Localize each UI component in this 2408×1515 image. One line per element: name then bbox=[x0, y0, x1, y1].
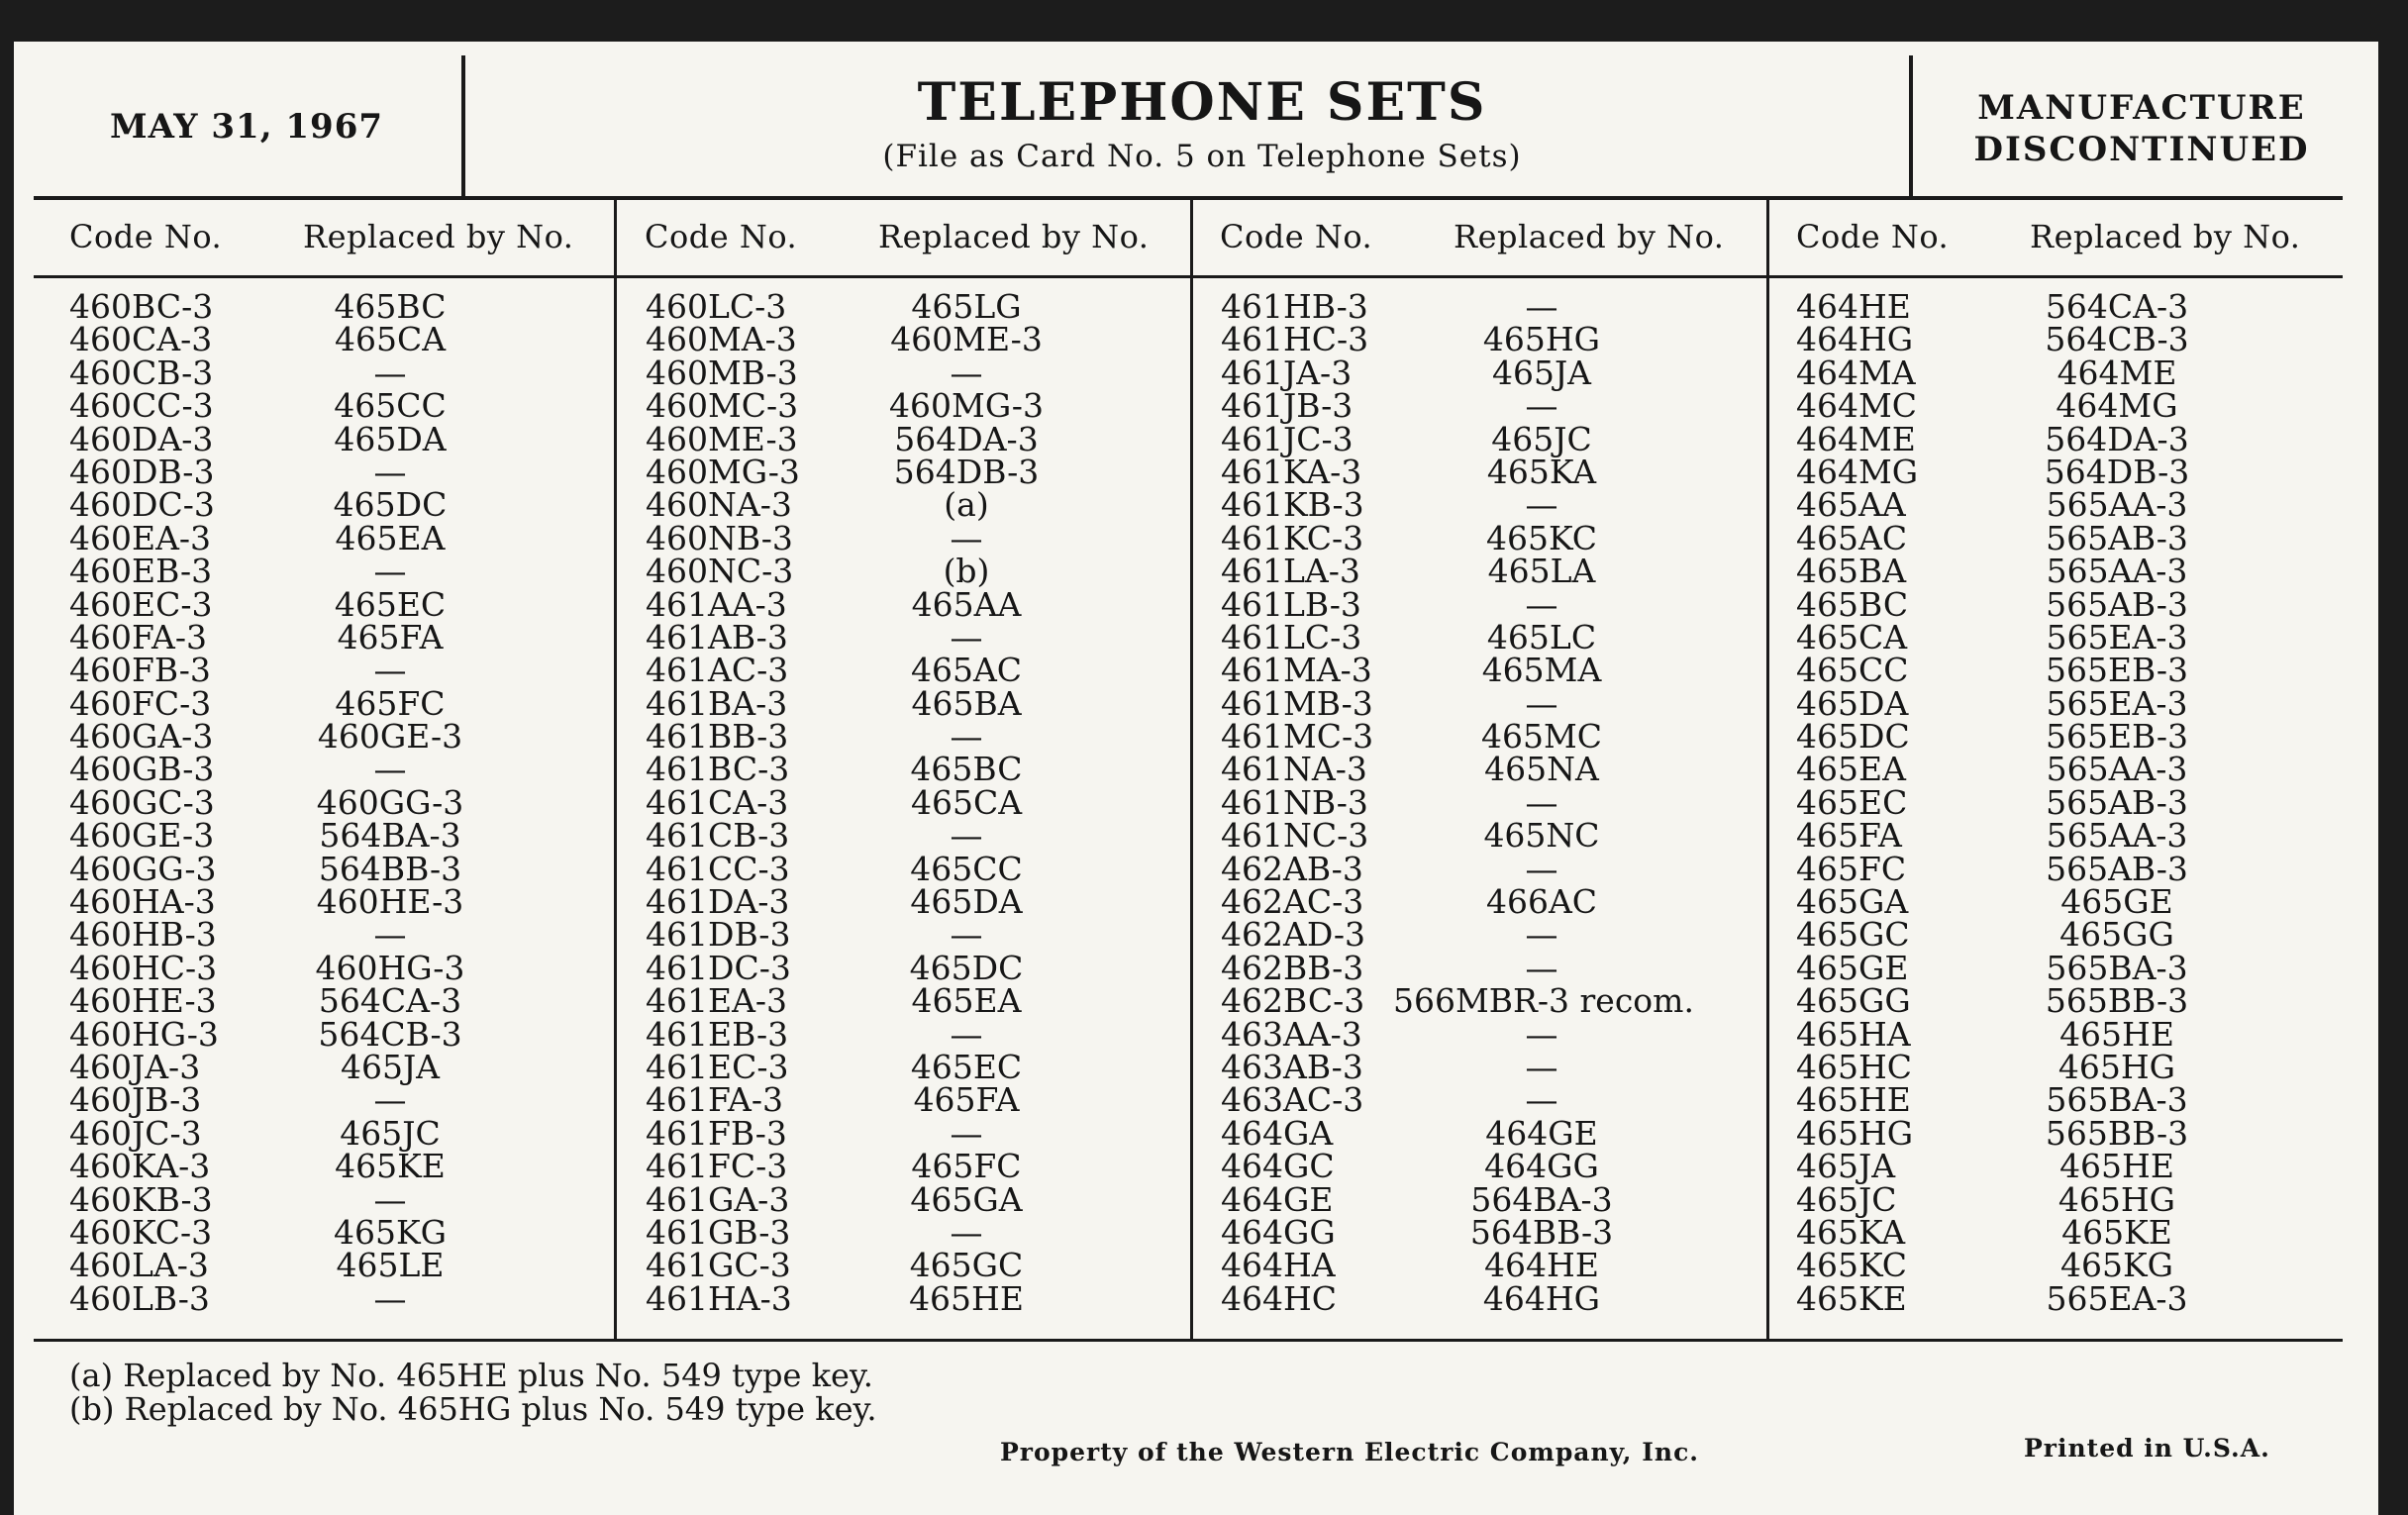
code-number: 460EC-3 bbox=[69, 584, 213, 624]
code-number: 461FA-3 bbox=[646, 1080, 783, 1120]
code-number: 461BA-3 bbox=[646, 683, 788, 723]
code-number: 460FA-3 bbox=[69, 617, 207, 656]
replaced-by-number: 465JC bbox=[340, 1113, 441, 1153]
replaced-by-number: 565AB-3 bbox=[2046, 518, 2188, 557]
replaced-by-number: 565AB-3 bbox=[2046, 782, 2188, 822]
code-number: 460MB-3 bbox=[646, 353, 798, 392]
replaced-by-number: 460GG-3 bbox=[316, 782, 464, 822]
code-number: 465FA bbox=[1796, 816, 1902, 856]
code-number: 464GA bbox=[1221, 1113, 1334, 1153]
replaced-by-number: — bbox=[373, 750, 407, 789]
code-number: 461HC-3 bbox=[1221, 320, 1369, 359]
code-number: 465HG bbox=[1796, 1113, 1914, 1153]
code-number: 461AC-3 bbox=[646, 651, 789, 690]
replaced-by-number: 565AA-3 bbox=[2046, 750, 2188, 789]
code-number: 464MC bbox=[1796, 386, 1918, 426]
code-number: 462AC-3 bbox=[1221, 882, 1364, 922]
replaced-by-number: 465DA bbox=[334, 419, 447, 458]
code-number: 465GE bbox=[1796, 948, 1909, 987]
code-number: 460KC-3 bbox=[69, 1212, 213, 1252]
code-number: 460JA-3 bbox=[69, 1047, 201, 1086]
header-code-no: Code No. bbox=[645, 218, 798, 255]
replaced-by-number: 566MBR-3 recom. bbox=[1393, 981, 1694, 1021]
replaced-by-number: 465FA bbox=[337, 617, 444, 656]
card-subtitle: (File as Card No. 5 on Telephone Sets) bbox=[882, 139, 1522, 174]
replaced-by-number: 465BC bbox=[334, 287, 447, 326]
header-replaced-by: Replaced by No. bbox=[878, 218, 1150, 255]
replaced-by-number: 465MA bbox=[1481, 651, 1602, 690]
code-number: 465FC bbox=[1796, 849, 1907, 888]
replaced-by-number: 465EC bbox=[910, 1047, 1023, 1086]
code-number: 461BC-3 bbox=[646, 750, 790, 789]
code-number: 460LA-3 bbox=[69, 1246, 209, 1285]
code-number: 460GG-3 bbox=[69, 849, 217, 888]
code-number: 460MG-3 bbox=[646, 452, 800, 491]
printed-notice: Printed in U.S.A. bbox=[2024, 1434, 2270, 1463]
replaced-by-number: — bbox=[950, 915, 983, 955]
replaced-by-number: 465AA bbox=[911, 584, 1022, 624]
code-number: 461BB-3 bbox=[646, 717, 789, 757]
code-number: 461JC-3 bbox=[1221, 419, 1354, 458]
code-number: 461EA-3 bbox=[646, 981, 788, 1021]
code-number: 461EC-3 bbox=[646, 1047, 789, 1086]
replaced-by-number: — bbox=[950, 1113, 983, 1153]
footnotes bbox=[69, 1359, 877, 1426]
replaced-by-number: — bbox=[950, 617, 983, 656]
replaced-by-number: 465GE bbox=[2060, 882, 2173, 922]
code-number: 461NA-3 bbox=[1221, 750, 1367, 789]
code-number: 461HA-3 bbox=[646, 1278, 792, 1318]
replaced-by-number: 464HG bbox=[1482, 1278, 1601, 1318]
replaced-by-number: — bbox=[1525, 1014, 1558, 1054]
code-number: 460GB-3 bbox=[69, 750, 215, 789]
replaced-by-number: 565EA-3 bbox=[2046, 683, 2188, 723]
code-number: 460MA-3 bbox=[646, 320, 797, 359]
replaced-by-number: 464MG bbox=[2056, 386, 2178, 426]
replaced-by-number: 465HG bbox=[2057, 1179, 2176, 1219]
header-code-no: Code No. bbox=[1796, 218, 1950, 255]
code-number: 460HG-3 bbox=[69, 1014, 219, 1054]
code-number: 461FB-3 bbox=[646, 1113, 787, 1153]
column-divider-2 bbox=[1190, 198, 1193, 1341]
replaced-by-number: 465GA bbox=[910, 1179, 1023, 1219]
footnote-b: (b) Replaced by No. 465HG plus No. 549 type key. bbox=[69, 1390, 877, 1428]
code-number: 460GC-3 bbox=[69, 782, 215, 822]
replaced-by-number: — bbox=[1525, 584, 1558, 624]
replaced-by-number: 465JA bbox=[1491, 353, 1592, 392]
replaced-by-number: 465HE bbox=[2059, 1014, 2174, 1054]
replaced-by-number: — bbox=[373, 651, 407, 690]
replaced-by-number: 465FC bbox=[335, 683, 446, 723]
code-number: 461AA-3 bbox=[646, 584, 787, 624]
code-number: 460HA-3 bbox=[69, 882, 216, 922]
replaced-by-number: — bbox=[1525, 948, 1558, 987]
replaced-by-number: 465KE bbox=[335, 1147, 446, 1186]
code-number: 464HE bbox=[1796, 287, 1911, 326]
code-number: 460HC-3 bbox=[69, 948, 218, 987]
replaced-by-number: 460HE-3 bbox=[316, 882, 464, 922]
replaced-by-number: 465NA bbox=[1484, 750, 1599, 789]
replaced-by-number: 564DB-3 bbox=[893, 452, 1040, 491]
code-number: 464GC bbox=[1221, 1147, 1335, 1186]
replaced-by-number: 465HE bbox=[2059, 1147, 2174, 1186]
replaced-by-number: 565AB-3 bbox=[2046, 584, 2188, 624]
replaced-by-number: 465AC bbox=[910, 651, 1023, 690]
code-number: 460KB-3 bbox=[69, 1179, 213, 1219]
code-number: 465DC bbox=[1796, 717, 1910, 757]
code-number: 465JC bbox=[1796, 1179, 1897, 1219]
code-number: 465CC bbox=[1796, 651, 1909, 690]
code-number: 461LA-3 bbox=[1221, 552, 1360, 591]
code-number: 460NB-3 bbox=[646, 518, 793, 557]
replaced-by-number: — bbox=[950, 353, 983, 392]
code-number: 461HB-3 bbox=[1221, 287, 1368, 326]
code-number: 460LC-3 bbox=[646, 287, 787, 326]
code-number: 461KC-3 bbox=[1221, 518, 1364, 557]
replaced-by-number: 564CB-3 bbox=[318, 1014, 462, 1054]
code-number: 465EA bbox=[1796, 750, 1906, 789]
code-number: 465KA bbox=[1796, 1212, 1906, 1252]
replaced-by-number: 465DA bbox=[910, 882, 1023, 922]
code-number: 465GA bbox=[1796, 882, 1909, 922]
code-number: 465CA bbox=[1796, 617, 1908, 656]
code-number: 460CA-3 bbox=[69, 320, 213, 359]
replaced-by-number: 460ME-3 bbox=[890, 320, 1043, 359]
column-divider-1 bbox=[614, 198, 617, 1341]
replaced-by-number: 565AB-3 bbox=[2046, 849, 2188, 888]
title-block bbox=[479, 71, 1925, 178]
replaced-by-number: 465EA bbox=[911, 981, 1022, 1021]
replaced-by-number: — bbox=[1525, 915, 1558, 955]
replaced-by-number: 565BA-3 bbox=[2046, 948, 2188, 987]
replaced-by-number: 564CA-3 bbox=[318, 981, 462, 1021]
header-code-no: Code No. bbox=[69, 218, 223, 255]
replaced-by-number: (a) bbox=[944, 485, 989, 525]
replaced-by-number: 565AA-3 bbox=[2046, 552, 2188, 591]
header-replaced-by: Replaced by No. bbox=[2030, 218, 2301, 255]
code-number: 461EB-3 bbox=[646, 1014, 789, 1054]
code-number: 464HG bbox=[1796, 320, 1914, 359]
code-number: 461KB-3 bbox=[1221, 485, 1364, 525]
code-number: 465HC bbox=[1796, 1047, 1913, 1086]
code-number: 461MC-3 bbox=[1221, 717, 1374, 757]
code-number: 461LC-3 bbox=[1221, 617, 1362, 656]
header-divider-left bbox=[461, 55, 465, 198]
code-number: 464GE bbox=[1221, 1179, 1334, 1219]
replaced-by-number: — bbox=[373, 353, 407, 392]
code-number: 460GA-3 bbox=[69, 717, 214, 757]
code-number: 461MB-3 bbox=[1221, 683, 1373, 723]
replaced-by-number: 465BA bbox=[911, 683, 1022, 723]
header-code-no: Code No. bbox=[1220, 218, 1373, 255]
code-number: 460JC-3 bbox=[69, 1113, 202, 1153]
replaced-by-number: 465CC bbox=[334, 386, 447, 426]
code-number: 460NA-3 bbox=[646, 485, 792, 525]
code-number: 461LB-3 bbox=[1221, 584, 1361, 624]
replaced-by-number: 465CC bbox=[910, 849, 1023, 888]
code-number: 460GE-3 bbox=[69, 816, 215, 856]
replaced-by-number: 565AA-3 bbox=[2046, 816, 2188, 856]
code-number: 464HA bbox=[1221, 1246, 1336, 1285]
header-bottom-rule bbox=[34, 196, 2343, 200]
property-notice: Property of the Western Electric Company, Inc. bbox=[1000, 1438, 1700, 1466]
code-number: 465HE bbox=[1796, 1080, 1911, 1120]
replaced-by-number: 465JA bbox=[340, 1047, 441, 1086]
code-number: 465KE bbox=[1796, 1278, 1907, 1318]
replaced-by-number: 565EA-3 bbox=[2046, 617, 2188, 656]
code-number: 465AC bbox=[1796, 518, 1908, 557]
code-number: 464MG bbox=[1796, 452, 1919, 491]
header-divider-right bbox=[1909, 55, 1913, 198]
code-number: 461AB-3 bbox=[646, 617, 788, 656]
replaced-by-number: — bbox=[373, 1278, 407, 1318]
replaced-by-number: 565BB-3 bbox=[2045, 981, 2189, 1021]
code-number: 465EC bbox=[1796, 782, 1908, 822]
code-number: 460EB-3 bbox=[69, 552, 213, 591]
replaced-by-number: 565AA-3 bbox=[2046, 485, 2188, 525]
code-number: 461GB-3 bbox=[646, 1212, 791, 1252]
replaced-by-number: 465HE bbox=[909, 1278, 1024, 1318]
code-number: 465KC bbox=[1796, 1246, 1908, 1285]
code-number: 461NC-3 bbox=[1221, 816, 1369, 856]
code-number: 464MA bbox=[1796, 353, 1916, 392]
replaced-by-number: 465JC bbox=[1491, 419, 1592, 458]
code-number: 460KA-3 bbox=[69, 1147, 211, 1186]
replaced-by-number: 465DC bbox=[909, 948, 1024, 987]
code-number: 460FC-3 bbox=[69, 683, 212, 723]
replaced-by-number: 465LE bbox=[336, 1246, 445, 1285]
replaced-by-number: 465MC bbox=[1480, 717, 1603, 757]
header-replaced-by: Replaced by No. bbox=[1454, 218, 1725, 255]
replaced-by-number: 465KG bbox=[2059, 1246, 2173, 1285]
replaced-by-number: — bbox=[373, 915, 407, 955]
replaced-by-number: — bbox=[1525, 849, 1558, 888]
code-number: 465BA bbox=[1796, 552, 1907, 591]
code-number: 460CB-3 bbox=[69, 353, 214, 392]
replaced-by-number: 465EC bbox=[334, 584, 447, 624]
replaced-by-number: — bbox=[373, 1179, 407, 1219]
replaced-by-number: — bbox=[373, 1080, 407, 1120]
replaced-by-number: 465DC bbox=[333, 485, 448, 525]
replaced-by-number: 564BA-3 bbox=[1470, 1179, 1613, 1219]
status-block bbox=[1929, 87, 2355, 170]
replaced-by-number: 466AC bbox=[1485, 882, 1598, 922]
code-number: 461JB-3 bbox=[1221, 386, 1354, 426]
code-number: 465DA bbox=[1796, 683, 1909, 723]
header-replaced-by: Replaced by No. bbox=[303, 218, 574, 255]
code-number: 463AA-3 bbox=[1221, 1014, 1362, 1054]
replaced-by-number: 465FC bbox=[911, 1147, 1022, 1186]
code-number: 461GC-3 bbox=[646, 1246, 791, 1285]
replaced-by-number: 465LC bbox=[1486, 617, 1597, 656]
code-number: 462AB-3 bbox=[1221, 849, 1363, 888]
replaced-by-number: — bbox=[1525, 1080, 1558, 1120]
code-number: 460DA-3 bbox=[69, 419, 214, 458]
code-number: 460NC-3 bbox=[646, 552, 794, 591]
replaced-by-number: — bbox=[373, 552, 407, 591]
code-number: 463AB-3 bbox=[1221, 1047, 1363, 1086]
replaced-by-number: 565EA-3 bbox=[2046, 1278, 2188, 1318]
code-number: 464ME bbox=[1796, 419, 1916, 458]
replaced-by-number: 564CA-3 bbox=[2045, 287, 2189, 326]
replaced-by-number: 465HG bbox=[2057, 1047, 2176, 1086]
replaced-by-number: 565BA-3 bbox=[2046, 1080, 2188, 1120]
code-number: 461CA-3 bbox=[646, 782, 789, 822]
replaced-by-number: — bbox=[1525, 287, 1558, 326]
code-number: 461NB-3 bbox=[1221, 782, 1368, 822]
replaced-by-number: 464ME bbox=[2057, 353, 2177, 392]
replaced-by-number: 465LG bbox=[911, 287, 1022, 326]
replaced-by-number: 464GE bbox=[1485, 1113, 1598, 1153]
replaced-by-number: 465NC bbox=[1483, 816, 1600, 856]
replaced-by-number: 564BB-3 bbox=[1469, 1212, 1614, 1252]
status-line-2: DISCONTINUED bbox=[1973, 130, 2310, 169]
catalog-card bbox=[14, 42, 2378, 1515]
code-number: 461CB-3 bbox=[646, 816, 790, 856]
replaced-by-number: — bbox=[950, 717, 983, 757]
code-number: 462AD-3 bbox=[1221, 915, 1366, 955]
replaced-by-number: 564BA-3 bbox=[319, 816, 461, 856]
replaced-by-number: 564DA-3 bbox=[2045, 419, 2189, 458]
replaced-by-number: 465KC bbox=[1485, 518, 1597, 557]
code-number: 461DB-3 bbox=[646, 915, 791, 955]
replaced-by-number: — bbox=[950, 816, 983, 856]
replaced-by-number: 465LA bbox=[1487, 552, 1596, 591]
replaced-by-number: 564DA-3 bbox=[894, 419, 1039, 458]
status-line-1: MANUFACTURE bbox=[1977, 88, 2306, 128]
replaced-by-number: — bbox=[1525, 683, 1558, 723]
code-number: 462BC-3 bbox=[1221, 981, 1365, 1021]
code-number: 465HA bbox=[1796, 1014, 1911, 1054]
code-number: 465BC bbox=[1796, 584, 1909, 624]
column-divider-3 bbox=[1766, 198, 1769, 1341]
code-number: 465AA bbox=[1796, 485, 1906, 525]
code-number: 462BB-3 bbox=[1221, 948, 1364, 987]
replaced-by-number: 465EA bbox=[335, 518, 446, 557]
code-number: 465JA bbox=[1796, 1147, 1896, 1186]
code-number: 460DB-3 bbox=[69, 452, 215, 491]
code-number: 465GG bbox=[1796, 981, 1911, 1021]
card-title: TELEPHONE SETS bbox=[917, 72, 1487, 133]
code-number: 461FC-3 bbox=[646, 1147, 788, 1186]
replaced-by-number: 465FA bbox=[913, 1080, 1020, 1120]
code-number: 465GC bbox=[1796, 915, 1910, 955]
code-number: 460HE-3 bbox=[69, 981, 217, 1021]
replaced-by-number: 465CA bbox=[334, 320, 447, 359]
code-number: 460ME-3 bbox=[646, 419, 798, 458]
replaced-by-number: — bbox=[950, 518, 983, 557]
code-number: 460HB-3 bbox=[69, 915, 217, 955]
replaced-by-number: 465BC bbox=[910, 750, 1023, 789]
card-date: MAY 31, 1967 bbox=[109, 107, 384, 147]
replaced-by-number: 464GG bbox=[1484, 1147, 1599, 1186]
replaced-by-number: 465KA bbox=[1486, 452, 1597, 491]
code-number: 460FB-3 bbox=[69, 651, 211, 690]
replaced-by-number: 465KE bbox=[2061, 1212, 2172, 1252]
code-number: 460CC-3 bbox=[69, 386, 214, 426]
replaced-by-number: 565EB-3 bbox=[2045, 651, 2189, 690]
replaced-by-number: 565EB-3 bbox=[2045, 717, 2189, 757]
replaced-by-number: 465KG bbox=[333, 1212, 447, 1252]
replaced-by-number: 465CA bbox=[910, 782, 1023, 822]
code-number: 460BC-3 bbox=[69, 287, 214, 326]
replaced-by-number: — bbox=[1525, 1047, 1558, 1086]
replaced-by-number: (b) bbox=[943, 552, 990, 591]
column-header-rule bbox=[34, 275, 2343, 278]
replaced-by-number: — bbox=[373, 452, 407, 491]
code-number: 460EA-3 bbox=[69, 518, 212, 557]
replaced-by-number: 465GG bbox=[2059, 915, 2174, 955]
replaced-by-number: 460MG-3 bbox=[889, 386, 1044, 426]
code-number: 461CC-3 bbox=[646, 849, 790, 888]
replaced-by-number: — bbox=[950, 1212, 983, 1252]
code-number: 461DA-3 bbox=[646, 882, 790, 922]
code-number: 464HC bbox=[1221, 1278, 1338, 1318]
code-number: 461MA-3 bbox=[1221, 651, 1372, 690]
replaced-by-number: 460HG-3 bbox=[315, 948, 465, 987]
replaced-by-number: 565BB-3 bbox=[2045, 1113, 2189, 1153]
replaced-by-number: — bbox=[1525, 386, 1558, 426]
code-number: 460JB-3 bbox=[69, 1080, 202, 1120]
replaced-by-number: — bbox=[1525, 782, 1558, 822]
footnote-a: (a) Replaced by No. 465HE plus No. 549 type key. bbox=[69, 1357, 873, 1394]
code-number: 463AC-3 bbox=[1221, 1080, 1364, 1120]
code-number: 461KA-3 bbox=[1221, 452, 1362, 491]
code-number: 461GA-3 bbox=[646, 1179, 790, 1219]
replaced-by-number: 465GC bbox=[909, 1246, 1024, 1285]
replaced-by-number: — bbox=[1525, 485, 1558, 525]
code-number: 461DC-3 bbox=[646, 948, 791, 987]
code-number: 464GG bbox=[1221, 1212, 1336, 1252]
replaced-by-number: 464HE bbox=[1484, 1246, 1599, 1285]
replaced-by-number: 564BB-3 bbox=[318, 849, 462, 888]
table-bottom-rule bbox=[34, 1339, 2343, 1342]
code-number: 461JA-3 bbox=[1221, 353, 1353, 392]
replaced-by-number: 465HG bbox=[1482, 320, 1601, 359]
replaced-by-number: 460GE-3 bbox=[317, 717, 463, 757]
replaced-by-number: — bbox=[950, 1014, 983, 1054]
replaced-by-number: 564DB-3 bbox=[2044, 452, 2190, 491]
code-number: 460MC-3 bbox=[646, 386, 799, 426]
code-number: 460LB-3 bbox=[69, 1278, 210, 1318]
replaced-by-number: 564CB-3 bbox=[2045, 320, 2189, 359]
code-number: 460DC-3 bbox=[69, 485, 215, 525]
